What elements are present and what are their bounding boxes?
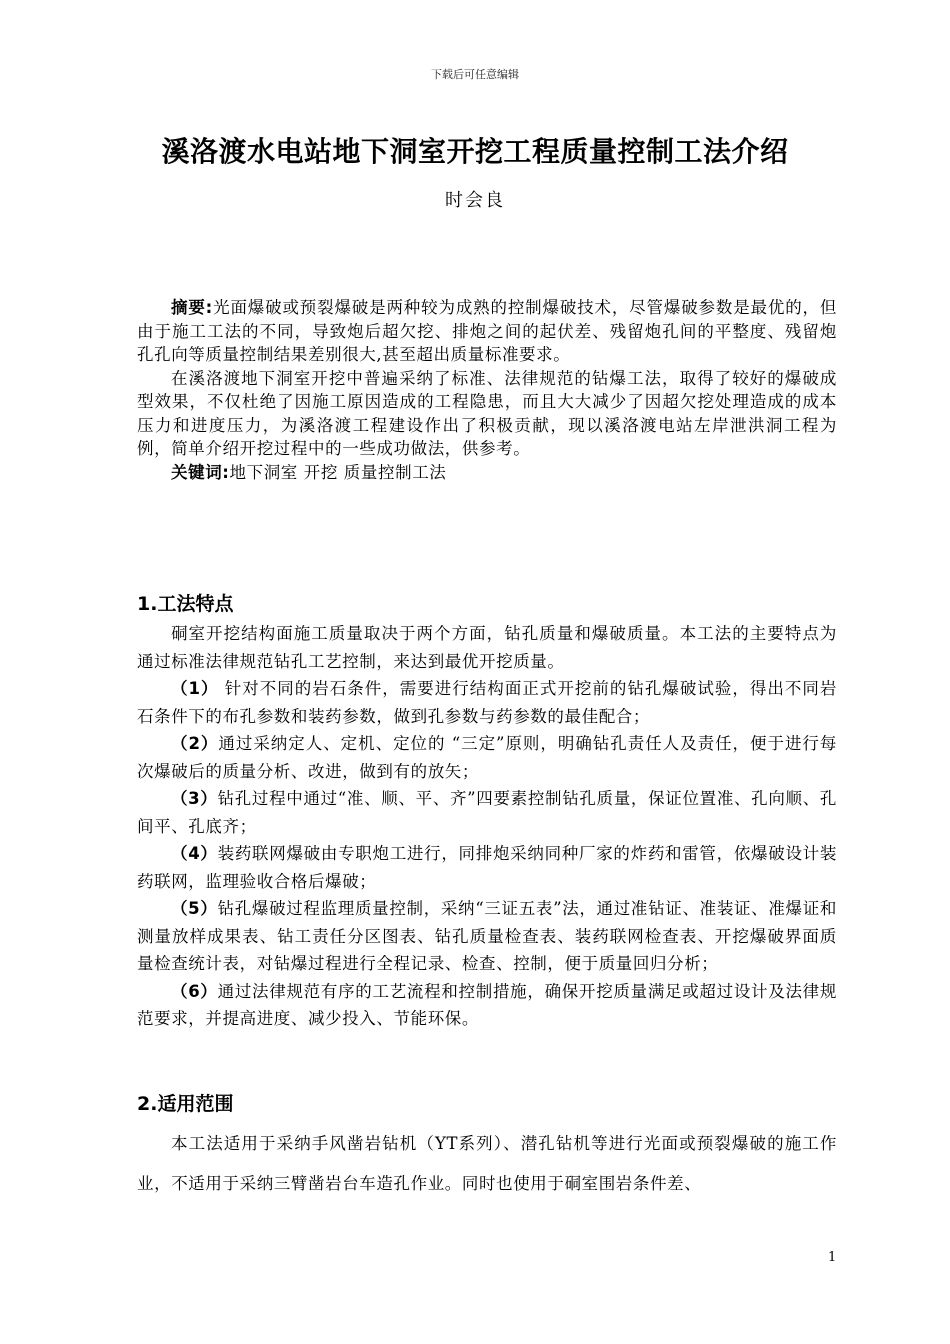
list-item (137, 675, 837, 730)
section-1-body (137, 620, 837, 1033)
keywords-text: 地下洞室 开挖 质量控制工法 (229, 462, 447, 482)
abstract-paragraph-2: 在溪洛渡地下洞室开挖中普遍采纳了标准、法律规范的钻爆工法，取得了较好的爆破成型效果，不仅杜绝了因施工原因造成的工程隐患，而且大大减少了因超欠挖处理造成的成本压力和进度压力，为溪洛渡工程建设作出了积极贡献，现以溪洛渡电站左岸泄洪洞工程为例，简单介绍开挖过程中的一些成功做法，供参考。 (137, 368, 837, 458)
list-item-text: 钻孔爆破过程监理质量控制，采纳“三证五表”法，通过准钻证、准装证、准爆证和测量放样成果表、钻工责任分区图表、钻孔质量检查表、装药联网检查表、开挖爆破界面质量检查统计表，对钻爆过程进行全程记录、检查、控制，便于质量回归分析； (137, 899, 838, 973)
list-item (137, 840, 837, 895)
section-1-heading: 1.工法特点 (137, 593, 234, 615)
header-note: 下载后可任意编辑 (431, 68, 519, 81)
list-item-text: 针对不同的岩石条件，需要进行结构面正式开挖前的钻孔爆破试验，得出不同岩石条件下的布孔参数和装药参数，做到孔参数与药参数的最佳配合； (137, 679, 837, 726)
list-item-number: （6） (171, 981, 218, 1001)
author-name: 时会良 (445, 190, 505, 211)
page-number: 1 (828, 1250, 837, 1265)
section-2-body (137, 1124, 837, 1204)
list-item (137, 978, 837, 1033)
list-item-text: 通过法律规范有序的工艺流程和控制措施，确保开挖质量满足或超过设计及法律规范要求，并提高进度、减少投入、节能环保。 (137, 981, 837, 1028)
section-1-intro: 硐室开挖结构面施工质量取决于两个方面，钻孔质量和爆破质量。本工法的主要特点为通过标准法律规范钻孔工艺控制，来达到最优开挖质量。 (137, 624, 837, 671)
list-item-text: 通过采纳定人、定机、定位的 “三定”原则，明确钻孔责任人及责任，便于进行每次爆破后的质量分析、改进，做到有的放矢； (137, 734, 837, 781)
list-item (137, 895, 837, 978)
list-item-text: 装药联网爆破由专职炮工进行，同排炮采纳同种厂家的炸药和雷管，依爆破设计装药联网，监理验收合格后爆破； (137, 844, 837, 891)
abstract-paragraph (137, 296, 837, 367)
section-2-heading: 2.适用范围 (137, 1093, 234, 1115)
list-item-number: （2） (171, 734, 219, 753)
list-item-number: （4） (171, 844, 218, 863)
list-item-number: （5） (171, 899, 218, 918)
list-item (137, 730, 837, 785)
list-item (137, 785, 837, 840)
abstract-section (137, 296, 837, 484)
list-item-number: （3） (171, 789, 218, 808)
list-item-number: （1） (171, 679, 219, 698)
section-2-text: 本工法适用于采纳手风凿岩钻机（YT系列）、潜孔钻机等进行光面或预裂爆破的施工作业，不适用于采纳三臂凿岩台车造孔作业。同时也使用于硐室围岩条件差、 (137, 1134, 837, 1193)
list-item-text: 钻孔过程中通过“准、顺、平、齐”四要素控制钻孔质量，保证位置准、孔向顺、孔间平、孔底齐； (137, 789, 838, 836)
keywords-label: 关键词: (171, 462, 230, 482)
keywords-line (137, 461, 837, 485)
abstract-text: 光面爆破或预裂爆破是两种较为成熟的控制爆破技术，尽管爆破参数是最优的，但由于施工工法的不同，导致炮后超欠挖、排炮之间的起伏差、残留炮孔间的平整度、残留炮孔孔向等质量控制结果差别很大,甚至超出质量标准要求。 (137, 298, 837, 364)
abstract-label: 摘要: (171, 298, 213, 317)
document-title: 溪洛渡水电站地下洞室开挖工程质量控制工法介绍 (161, 135, 789, 168)
